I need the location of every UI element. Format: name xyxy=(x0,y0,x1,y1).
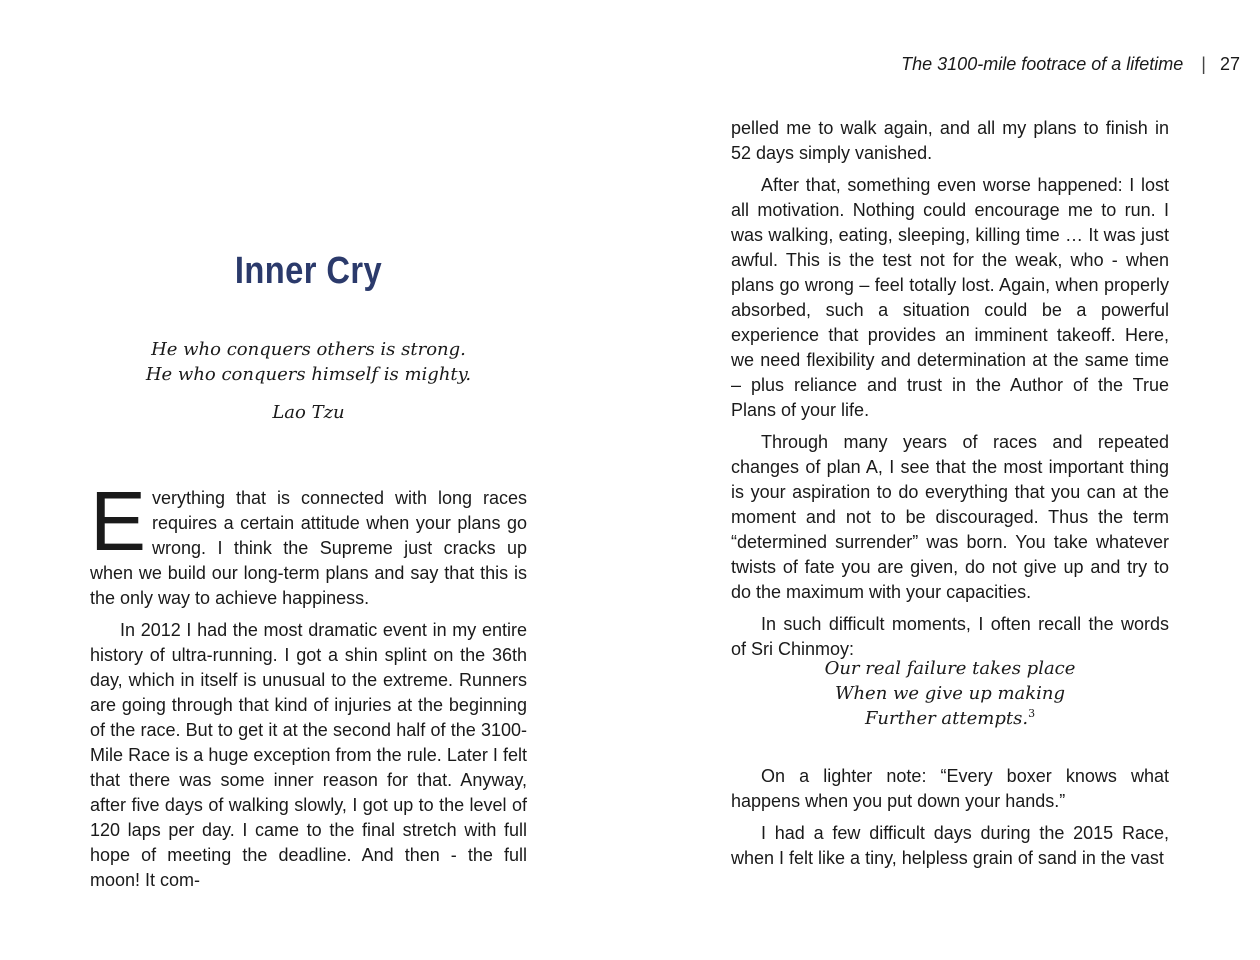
quote-line-2: When we give up making xyxy=(834,683,1066,704)
paragraph: On a lighter note: “Every boxer knows what happens when you put down your hands.” xyxy=(731,766,1169,811)
paragraph-text: verything that is connected with long races requires a certain attitude when your plans go wrong. I think the Supreme just cracks up when we build our long-term plans and say that this is the only way to achieve happiness. xyxy=(90,488,527,608)
footnote-marker[interactable]: 3 xyxy=(1028,707,1036,720)
paragraph: Through many years of races and repeated changes of plan A, I see that the most important thing is your aspiration to do everything that you can at the moment and not to be discouraged. Thus the term “determined surrender” was born. You take whatever twists of fate you are given, do not give up and try to do the maximum with your capacities. xyxy=(731,432,1169,602)
quote-line-3 xyxy=(731,706,1169,731)
page-number: 27 xyxy=(1219,54,1240,74)
running-header-title: The 3100-mile footrace of a lifetime xyxy=(901,54,1184,74)
right-body-text xyxy=(731,116,1169,669)
epigraph-line-2: He who conquers himself is mighty. xyxy=(145,364,472,385)
left-body-text xyxy=(90,474,527,900)
right-body-text-lower xyxy=(731,764,1169,878)
block-quote xyxy=(731,656,1169,731)
running-header xyxy=(901,54,1240,75)
epigraph-line-1: He who conquers others is strong. xyxy=(151,339,466,360)
quote-line-3-text: Further attempts. xyxy=(864,708,1029,729)
paragraph: After that, something even worse happened: I lost all motivation. Nothing could encourage me to run. I was walking, eating, sleeping, killing time … It was just awful. This is the test not for the weak, who - when plans go wrong – feel totally lost. Again, when properly absorbed, such a situation could be a powerful experience that provides an imminent takeoff. Here, we need flexibility and determination at the same time – plus reliance and trust in the Author of the True Plans of your life. xyxy=(731,175,1169,420)
paragraph: I had a few difficult days during the 2015 Race, when I felt like a tiny, helpless grain of sand in the vast xyxy=(731,823,1169,868)
right-page xyxy=(630,0,1260,960)
epigraph xyxy=(90,337,527,387)
chapter-title: Inner Cry xyxy=(234,250,383,292)
paragraph: In 2012 I had the most dramatic event in my entire history of ultra-running. I got a shin splint on the 36th day, which in itself is unusual to the extreme. Runners are going through that kind of injuries at the beginning of the race. But to get it at the second half of the 3100-Mile Race is a huge exception from the rule. Later I felt that there was some inner reason for that. Anyway, after five days of walking slowly, I got up to the level of 120 laps per day. I came to the final stretch with full hope of meeting the deadline. And then - the full moon! It com- xyxy=(90,620,527,890)
epigraph-author: Lao Tzu xyxy=(272,402,345,423)
running-header-separator: | xyxy=(1201,54,1206,74)
paragraph: pelled me to walk again, and all my plans to finish in 52 days simply vanished. xyxy=(731,118,1169,163)
drop-cap: E xyxy=(90,474,147,568)
paragraph: In such difficult moments, I often recall the words of Sri Chinmoy: xyxy=(731,614,1169,659)
quote-line-1: Our real failure takes place xyxy=(824,658,1076,679)
paragraph xyxy=(90,474,527,611)
